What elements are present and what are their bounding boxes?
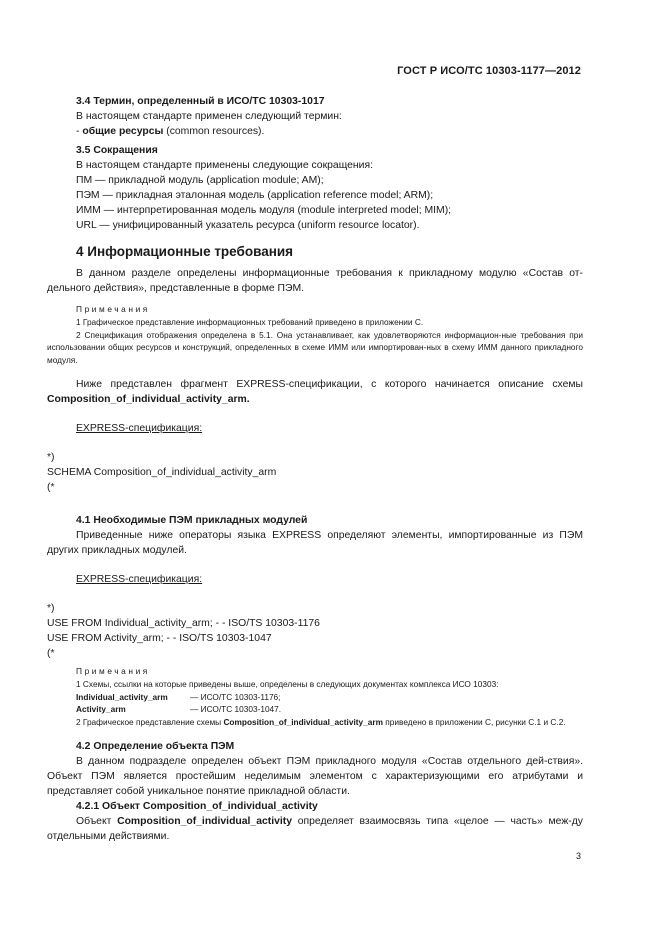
note-2-text: 2 Спецификация отображения определена в 5.1. Она устанавливает, как удовлетворяются информацион-ные требования при использовании общих ресурсов и конструкций, определенных в схеме ИММ или импортирован-ных в схему ИММ данного прикладного модуля. — [47, 329, 583, 366]
express-code-block — [47, 601, 583, 661]
express-code-block — [47, 450, 583, 495]
sub-post: определяет взаимосвязь типа «целое — часть» меж-ду отдельными действиями. — [47, 815, 583, 842]
note-2 — [47, 329, 583, 367]
note-2-schema: Composition_of_individual_activity_arm — [223, 717, 383, 728]
note-2 — [47, 716, 583, 729]
para2-text: Ниже представлен фрагмент EXPRESS-спецификации, с которого начинается описание схемы — [76, 378, 583, 390]
term-bold: общие ресурсы — [82, 126, 164, 137]
page-number: 3 — [575, 851, 581, 861]
section-4-2-para-text: В данном подразделе определен объект ПЭМ прикладного модуля «Состав отдельного дей-ствия». Объект ПЭМ является простейшим неделимым элементом с характеризующими его атрибутами и представляет собой уникальное понятие прикладной области. — [47, 755, 583, 797]
code-line: USE FROM Activity_arm; - - ISO/TS 10303-1047 — [47, 632, 272, 644]
section-4-1-para-text: Приведенные ниже операторы языка EXPRESS определяют элементы, импортированные из ПЭМ других прикладных модулей. — [47, 529, 583, 556]
section-4-2-title: 4.2 Определение объекта ПЭМ — [76, 740, 235, 752]
section-4-title: 4 Информационные требования — [76, 244, 294, 259]
abbrev-item: ПЭМ — прикладная эталонная модель (application reference model; ARM); — [76, 190, 434, 201]
note-1: 1 Графическое представление информационных требований приведено в приложении С. — [76, 316, 424, 327]
section-3-5-intro: В настоящем стандарте применены следующие сокращения: — [76, 160, 373, 171]
section-3-4-line: В настоящем стандарте применен следующий термин: — [76, 111, 342, 122]
section-4-2-1-title: 4.2.1 Объект Composition_of_individual_activity — [76, 800, 318, 812]
code-line: (* — [47, 647, 55, 659]
ref-row — [47, 703, 583, 716]
ref-val: — ИСО/ТС 10303-1047. — [190, 704, 282, 715]
page-content — [47, 94, 583, 844]
code-line: *) — [47, 451, 55, 463]
section-4-para2 — [47, 377, 583, 407]
note-2-post: приведено в приложении С, рисунки С.1 и С.2. — [382, 717, 566, 728]
section-4-2-1-para — [47, 814, 583, 844]
section-3-5-title: 3.5 Сокращения — [76, 145, 158, 156]
section-4-para-text: В данном разделе определены информационные требования к прикладному модулю «Состав от-дельного действия», представленные в форме ПЭМ. — [47, 268, 583, 294]
abbrev-item: ИММ — интерпретированная модель модуля (module interpreted model; MIM); — [76, 205, 452, 216]
section-4-1-para — [47, 528, 583, 558]
sub-pre: Объект — [76, 815, 118, 827]
note-title: Примечания — [76, 665, 150, 676]
abbrev-item: URL — унифицированный указатель ресурса (uniform resource locator). — [76, 220, 420, 231]
document-header: ГОСТ Р ИСО/ТС 10303-1177—2012 — [397, 65, 581, 77]
term-prefix: - — [76, 126, 83, 137]
express-label: EXPRESS-спецификация: — [76, 573, 203, 585]
code-line: (* — [47, 481, 55, 493]
abbrev-item: ПМ — прикладной модуль (application module; AM); — [76, 175, 324, 186]
ref-key: Individual_activity_arm — [76, 691, 168, 702]
section-4-1-title: 4.1 Необходимые ПЭМ прикладных модулей — [76, 514, 308, 526]
ref-val: — ИСО/ТС 10303-1176; — [190, 691, 281, 702]
section-3-4-title: 3.4 Термин, определенный в ИСО/ТС 10303-1017 — [76, 96, 325, 107]
section-4-para — [47, 266, 583, 296]
code-line: USE FROM Individual_activity_arm; - - ISO/TS 10303-1176 — [47, 617, 320, 629]
note-title: Примечания — [76, 304, 150, 314]
note-1-text: 1 Схемы, ссылки на которые приведены выше, определены в следующих документах комплекса ИСО 10303: — [76, 678, 499, 689]
express-label: EXPRESS-спецификация: — [76, 422, 203, 434]
section-4-1-notes — [47, 665, 583, 729]
ref-row — [47, 691, 583, 704]
code-line: SCHEMA Composition_of_individual_activity_arm — [47, 466, 277, 478]
note-1 — [47, 678, 583, 691]
code-line: *) — [47, 602, 55, 614]
section-4-2-para — [47, 754, 583, 799]
note-2-pre: 2 Графическое представление схемы — [76, 717, 224, 728]
entity-name: Composition_of_individual_activity — [117, 815, 293, 827]
schema-name: Composition_of_individual_activity_arm. — [47, 393, 250, 405]
section-3-4-term — [47, 124, 583, 139]
section-4-notes — [47, 303, 583, 367]
ref-key: Activity_arm — [76, 704, 126, 715]
term-rest: (common resources). — [163, 126, 265, 137]
